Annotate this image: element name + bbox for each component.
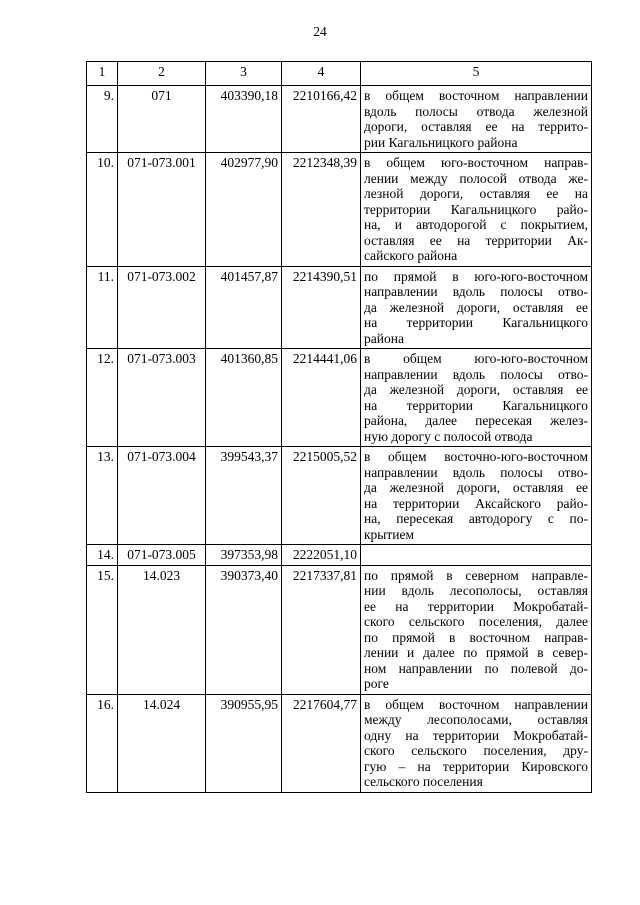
row-number: 11. bbox=[87, 266, 118, 349]
point-id: 071-073.004 bbox=[118, 447, 206, 545]
table-row bbox=[87, 266, 592, 349]
description-line: роге bbox=[364, 676, 389, 691]
description-line: дороги, оставляя ее на террито- bbox=[364, 119, 588, 134]
x-coordinate: 390373,40 bbox=[206, 565, 282, 694]
point-id: 071 bbox=[118, 86, 206, 153]
x-coordinate: 399543,37 bbox=[206, 447, 282, 545]
point-id: 071-073.005 bbox=[118, 545, 206, 566]
description-line: да железной дороги, оставляя ее bbox=[364, 299, 588, 315]
description-line: лении между полосой отвода же- bbox=[364, 170, 588, 186]
header-col-3: 3 bbox=[206, 62, 282, 86]
description-line: ную дорогу с полосой отвода bbox=[364, 428, 533, 444]
boundary-description bbox=[361, 694, 592, 792]
table-row bbox=[87, 86, 592, 153]
description-line: ского сельского поселения, далее bbox=[364, 614, 588, 629]
description-line: крытием bbox=[364, 526, 415, 542]
y-coordinate: 2212348,39 bbox=[282, 153, 361, 267]
table-row bbox=[87, 694, 592, 792]
description-line: на территории Аксайского райо- bbox=[364, 495, 588, 511]
description-line: на, и автодорогой с покрытием, bbox=[364, 217, 588, 232]
description-line: вдоль полосы отвода железной bbox=[364, 103, 588, 119]
x-coordinate: 401360,85 bbox=[206, 349, 282, 447]
y-coordinate: 2214441,06 bbox=[282, 349, 361, 447]
description-line: лезной дороги, оставляя ее на bbox=[364, 186, 588, 201]
x-coordinate: 397353,98 bbox=[206, 545, 282, 566]
table-row bbox=[87, 565, 592, 694]
description-line: на территории Кагальницкого bbox=[364, 315, 588, 330]
description-line: лении и далее по прямой в север- bbox=[364, 645, 588, 660]
boundary-description bbox=[361, 266, 592, 349]
table-row bbox=[87, 153, 592, 267]
point-id: 071-073.001 bbox=[118, 153, 206, 267]
description-line: ее на территории Мокробатай- bbox=[364, 598, 588, 614]
row-number: 13. bbox=[87, 447, 118, 545]
description-line: по прямой в юго-юго-восточном bbox=[364, 268, 588, 284]
row-number: 9. bbox=[87, 86, 118, 153]
point-id: 071-073.002 bbox=[118, 266, 206, 349]
description-line: да железной дороги, оставляя ее bbox=[364, 382, 588, 397]
table-row bbox=[87, 447, 592, 545]
point-id: 14.024 bbox=[118, 694, 206, 792]
boundary-description bbox=[361, 545, 592, 566]
row-number: 14. bbox=[87, 545, 118, 566]
description-line: направлении вдоль полосы отво- bbox=[364, 464, 588, 480]
description-line: сельского поселения bbox=[364, 774, 483, 789]
table-row bbox=[87, 349, 592, 447]
description-line: по прямой в восточном направ- bbox=[364, 629, 588, 645]
boundary-description bbox=[361, 565, 592, 694]
row-number: 10. bbox=[87, 153, 118, 267]
point-id: 14.023 bbox=[118, 565, 206, 694]
description-line: между лесополосами, оставляя bbox=[364, 712, 588, 727]
description-line: оставляя ее на территории Ак- bbox=[364, 232, 588, 248]
y-coordinate: 2217337,81 bbox=[282, 565, 361, 694]
description-line: одну на территории Мокробатай- bbox=[364, 727, 588, 743]
description-line: района bbox=[364, 330, 404, 346]
description-line: в общем восточно-юго-восточном bbox=[364, 449, 588, 464]
description-line: нии вдоль лесополосы, оставляя bbox=[364, 583, 588, 598]
description-line: в общем юго-юго-восточном bbox=[364, 351, 588, 366]
y-coordinate: 2214390,51 bbox=[282, 266, 361, 349]
boundary-description bbox=[361, 447, 592, 545]
description-line: ном направлении по полевой до- bbox=[364, 660, 588, 676]
row-number: 15. bbox=[87, 565, 118, 694]
description-line: в общем юго-восточном направ- bbox=[364, 155, 588, 170]
x-coordinate: 390955,95 bbox=[206, 694, 282, 792]
y-coordinate: 2215005,52 bbox=[282, 447, 361, 545]
point-id: 071-073.003 bbox=[118, 349, 206, 447]
description-line: территории Кагальницкого райо- bbox=[364, 201, 588, 217]
description-line: в общем восточном направлении bbox=[364, 88, 588, 103]
page-number: 24 bbox=[313, 24, 327, 39]
boundary-description bbox=[361, 349, 592, 447]
header-col-5: 5 bbox=[361, 62, 592, 86]
y-coordinate: 2222051,10 bbox=[282, 545, 361, 566]
description-line: района, далее пересекая желез- bbox=[364, 413, 588, 428]
coordinates-table bbox=[86, 61, 592, 793]
description-line: по прямой в северном направле- bbox=[364, 567, 588, 583]
description-line: гую – на территории Кировского bbox=[364, 758, 588, 774]
header-col-1: 1 bbox=[87, 62, 118, 86]
boundary-description bbox=[361, 153, 592, 267]
description-line: рии Кагальницкого района bbox=[364, 134, 518, 150]
description-line: ского сельского поселения, дру- bbox=[364, 743, 588, 758]
header-col-2: 2 bbox=[118, 62, 206, 86]
description-line: сайского района bbox=[364, 248, 458, 263]
y-coordinate: 2217604,77 bbox=[282, 694, 361, 792]
x-coordinate: 403390,18 bbox=[206, 86, 282, 153]
x-coordinate: 401457,87 bbox=[206, 266, 282, 349]
description-line: да железной дороги, оставляя ее bbox=[364, 480, 588, 495]
x-coordinate: 402977,90 bbox=[206, 153, 282, 267]
header-col-4: 4 bbox=[282, 62, 361, 86]
row-number: 12. bbox=[87, 349, 118, 447]
table-row bbox=[87, 545, 592, 566]
table-header-row bbox=[87, 62, 592, 86]
description-line: в общем восточном направлении bbox=[364, 696, 588, 712]
description-line bbox=[364, 547, 588, 563]
y-coordinate: 2210166,42 bbox=[282, 86, 361, 153]
table-body bbox=[87, 62, 592, 793]
boundary-description bbox=[361, 86, 592, 153]
description-line: на территории Кагальницкого bbox=[364, 397, 588, 413]
description-line: направлении вдоль полосы отво- bbox=[364, 366, 588, 382]
description-line: направлении вдоль полосы отво- bbox=[364, 284, 588, 299]
description-line: на, пересекая автодорогу с по- bbox=[364, 511, 588, 526]
row-number: 16. bbox=[87, 694, 118, 792]
